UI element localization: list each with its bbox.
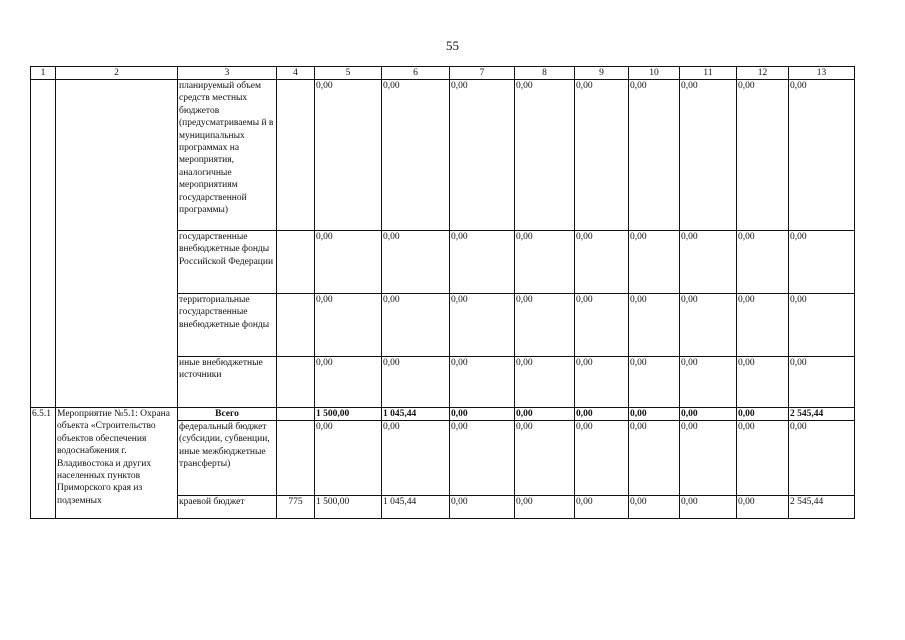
header-cell: 3	[178, 67, 277, 80]
value-cell: 0,00	[315, 357, 382, 408]
value-cell: 0,00	[680, 421, 737, 496]
table-row	[31, 408, 855, 421]
value-cell: 0,00	[575, 421, 629, 496]
funding-source: краевой бюджет	[178, 496, 277, 519]
funding-source: территориальные государственные внебюджетные фонды	[178, 294, 277, 357]
value-cell: 0,00	[450, 231, 515, 294]
value-cell: 0,00	[515, 357, 575, 408]
value-cell: 0,00	[450, 408, 515, 421]
value-cell: 0,00	[629, 408, 680, 421]
header-cell: 11	[680, 67, 737, 80]
budget-code	[277, 294, 315, 357]
value-cell: 0,00	[737, 80, 789, 231]
header-cell: 9	[575, 67, 629, 80]
table-row	[31, 80, 855, 231]
value-cell: 1 500,00	[315, 408, 382, 421]
value-cell: 0,00	[737, 496, 789, 519]
value-cell: 0,00	[680, 357, 737, 408]
header-cell: 8	[515, 67, 575, 80]
value-cell: 1 500,00	[315, 496, 382, 519]
measure-number: 6.5.1	[31, 408, 56, 519]
value-cell: 0,00	[382, 357, 450, 408]
value-cell: 0,00	[382, 294, 450, 357]
funding-source: государственные внебюджетные фонды Российской Федерации	[178, 231, 277, 294]
budget-code	[277, 231, 315, 294]
value-cell: 0,00	[737, 231, 789, 294]
value-cell: 0,00	[789, 80, 855, 231]
funding-source-total: Всего	[178, 408, 277, 421]
value-cell: 0,00	[515, 421, 575, 496]
value-cell: 2 545,44	[789, 496, 855, 519]
value-cell: 0,00	[789, 294, 855, 357]
funding-source: планируемый объем средств местных бюджетов (предусматриваемы й в муниципальных программах на мероприятия, аналогичные мероприятиям государственной программы)	[178, 80, 277, 231]
value-cell: 0,00	[629, 357, 680, 408]
header-cell: 1	[31, 67, 56, 80]
value-cell: 1 045,44	[382, 496, 450, 519]
value-cell: 0,00	[680, 231, 737, 294]
value-cell: 0,00	[315, 231, 382, 294]
value-cell: 0,00	[315, 80, 382, 231]
header-cell: 4	[277, 67, 315, 80]
value-cell: 0,00	[680, 294, 737, 357]
value-cell: 0,00	[382, 231, 450, 294]
value-cell: 0,00	[450, 421, 515, 496]
value-cell: 0,00	[575, 357, 629, 408]
value-cell: 0,00	[515, 496, 575, 519]
value-cell: 0,00	[450, 496, 515, 519]
value-cell: 0,00	[575, 496, 629, 519]
value-cell: 0,00	[680, 80, 737, 231]
value-cell: 0,00	[629, 231, 680, 294]
header-cell: 6	[382, 67, 450, 80]
value-cell: 0,00	[575, 408, 629, 421]
value-cell: 2 545,44	[789, 408, 855, 421]
page-number: 55	[446, 38, 459, 53]
value-cell: 0,00	[515, 231, 575, 294]
value-cell: 0,00	[315, 421, 382, 496]
value-cell: 0,00	[789, 231, 855, 294]
value-cell: 0,00	[629, 421, 680, 496]
value-cell: 0,00	[737, 294, 789, 357]
value-cell: 0,00	[515, 294, 575, 357]
header-cell: 5	[315, 67, 382, 80]
value-cell: 0,00	[575, 80, 629, 231]
header-cell: 2	[56, 67, 178, 80]
value-cell: 0,00	[515, 408, 575, 421]
value-cell: 0,00	[575, 294, 629, 357]
funding-source: иные внебюджетные источники	[178, 357, 277, 408]
value-cell: 0,00	[789, 421, 855, 496]
value-cell: 0,00	[789, 357, 855, 408]
value-cell: 0,00	[382, 80, 450, 231]
value-cell: 0,00	[737, 421, 789, 496]
budget-table	[30, 66, 855, 519]
value-cell: 0,00	[737, 408, 789, 421]
header-cell: 10	[629, 67, 680, 80]
value-cell: 0,00	[515, 80, 575, 231]
measure-name-cell	[56, 80, 178, 408]
budget-code	[277, 80, 315, 231]
value-cell: 0,00	[629, 496, 680, 519]
value-cell: 1 045,44	[382, 408, 450, 421]
value-cell: 0,00	[575, 231, 629, 294]
budget-code	[277, 408, 315, 421]
measure-name: Мероприятие №5.1: Охрана объекта «Строительство объектов обеспечения водоснабжения г. Владивостока и других населенных пунктов Приморского края из подземных	[56, 408, 178, 519]
value-cell: 0,00	[737, 357, 789, 408]
value-cell: 0,00	[382, 421, 450, 496]
value-cell: 0,00	[629, 80, 680, 231]
funding-source: федеральный бюджет (субсидии, субвенции, иные межбюджетные трансферты)	[178, 421, 277, 496]
header-cell: 13	[789, 67, 855, 80]
value-cell: 0,00	[450, 80, 515, 231]
measure-number-cell	[31, 80, 56, 408]
value-cell: 0,00	[450, 294, 515, 357]
value-cell: 0,00	[629, 294, 680, 357]
budget-code	[277, 421, 315, 496]
value-cell: 0,00	[680, 496, 737, 519]
value-cell: 0,00	[680, 408, 737, 421]
value-cell: 0,00	[450, 357, 515, 408]
value-cell: 0,00	[315, 294, 382, 357]
header-cell: 12	[737, 67, 789, 80]
budget-code: 775	[277, 496, 315, 519]
table-header-row	[31, 67, 855, 80]
header-cell: 7	[450, 67, 515, 80]
budget-code	[277, 357, 315, 408]
